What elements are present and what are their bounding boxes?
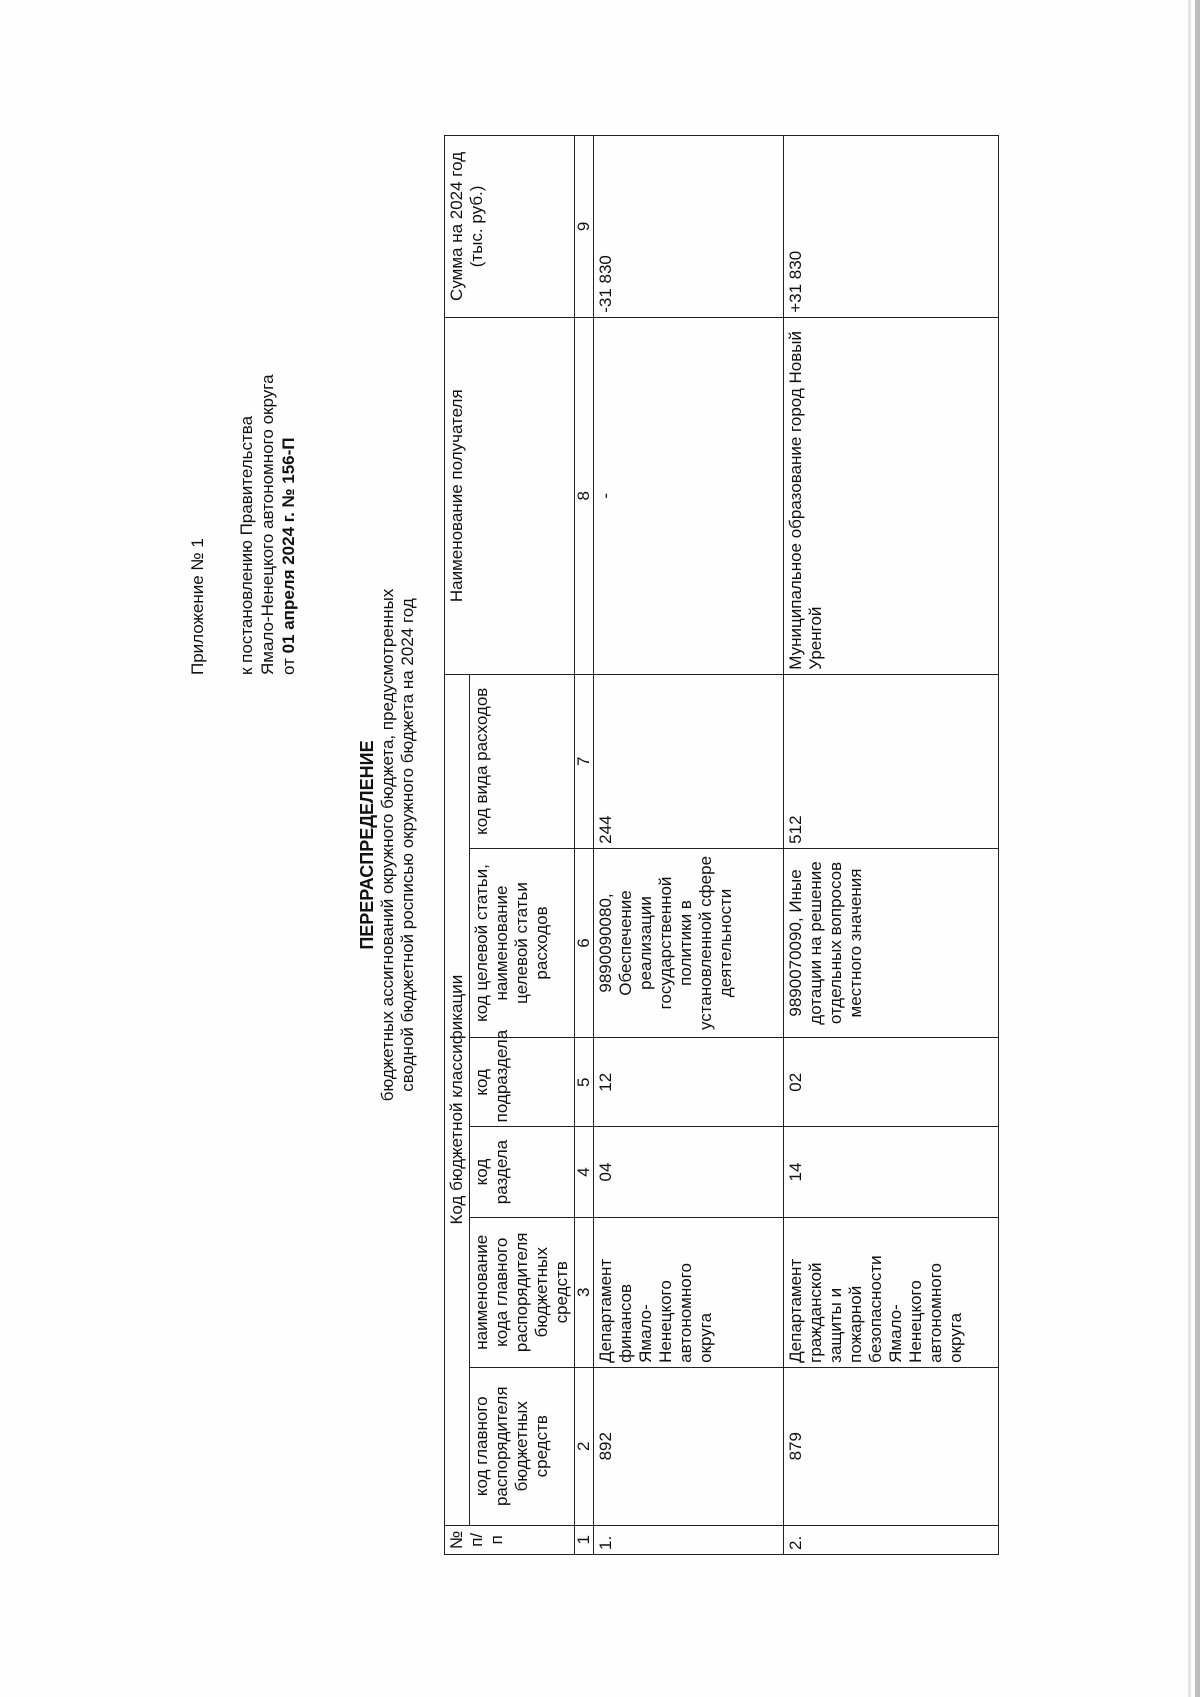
header-amount: Сумма на 2024 год (тыс. руб.) bbox=[445, 136, 575, 318]
document-subtitle-line-1: бюджетных ассигнований окружного бюджета, предусмотренных bbox=[378, 588, 397, 1102]
column-number: 7 bbox=[575, 674, 594, 848]
scan-edge bbox=[1195, 0, 1200, 1697]
document-title: ПЕРЕРАСПРЕДЕЛЕНИЕ bbox=[357, 740, 377, 950]
header-gr-name: наименование кода главного распорядителя бюджетных средств bbox=[470, 1217, 575, 1367]
column-number: 1 bbox=[575, 1525, 594, 1554]
header-target: код целевой статьи, наименование целевой статьи расходов bbox=[470, 848, 575, 1037]
reference-line-2: Ямало-Ненецкого автономного округа bbox=[258, 374, 277, 675]
header-budget-classification: Код бюджетной классификации bbox=[445, 674, 470, 1525]
row-section: 04 bbox=[594, 1127, 784, 1217]
row-num: 2. bbox=[784, 1525, 999, 1554]
table-row bbox=[784, 136, 999, 1555]
row-gr-name: Департамент финансов Ямало-Ненецкого автономного округа bbox=[594, 1217, 784, 1367]
row-target: 9890070090, Иные дотации на решение отдельных вопросов местного значения bbox=[784, 848, 999, 1037]
appendix-label: Приложение № 1 bbox=[188, 538, 207, 675]
column-number: 4 bbox=[575, 1127, 594, 1217]
table-row bbox=[594, 136, 784, 1555]
page-edge-shadow bbox=[1188, 0, 1191, 1697]
row-subsection: 02 bbox=[784, 1038, 999, 1127]
column-number: 8 bbox=[575, 317, 594, 674]
column-number: 2 bbox=[575, 1367, 594, 1525]
row-amount: -31 830 bbox=[594, 136, 784, 318]
header-recipient: Наименование получателя bbox=[445, 317, 575, 674]
header-num: № п/п bbox=[445, 1525, 575, 1554]
row-section: 14 bbox=[784, 1127, 999, 1217]
row-target: 9890090080, Обеспечение реализации государственной политики в установленной сфере деятельности bbox=[594, 848, 784, 1037]
document-subtitle-line-2: сводной бюджетной росписью окружного бюджета на 2024 год bbox=[398, 598, 417, 1092]
title-block bbox=[356, 135, 418, 1555]
redistribution-table bbox=[444, 135, 999, 1555]
row-recipient: Муниципальное образование город Новый Уренгой bbox=[784, 317, 999, 674]
row-gr-code: 879 bbox=[784, 1367, 999, 1525]
row-num: 1. bbox=[594, 1525, 784, 1554]
row-gr-code: 892 bbox=[594, 1367, 784, 1525]
reference-line-3 bbox=[278, 374, 299, 675]
column-number: 3 bbox=[575, 1217, 594, 1367]
column-number: 6 bbox=[575, 848, 594, 1037]
document-header bbox=[188, 135, 433, 1555]
row-recipient: - bbox=[594, 317, 784, 674]
column-number: 9 bbox=[575, 136, 594, 318]
reference-date-number: 01 апреля 2024 г. № 156-П bbox=[279, 437, 298, 654]
column-number-row bbox=[575, 136, 594, 1555]
header-section: код раздела bbox=[470, 1127, 575, 1217]
reference-date-prefix: от bbox=[279, 653, 298, 675]
row-subsection: 12 bbox=[594, 1038, 784, 1127]
row-amount: +31 830 bbox=[784, 136, 999, 318]
row-exp-type: 512 bbox=[784, 674, 999, 848]
appendix-reference bbox=[236, 374, 299, 675]
reference-line-1: к постановлению Правительства bbox=[237, 415, 256, 675]
header-gr-code: код главного распорядителя бюджетных средств bbox=[470, 1367, 575, 1525]
header-row-group bbox=[445, 136, 470, 1555]
row-gr-name: Департамент гражданской защиты и пожарной безопасности Ямало-Ненецкого автономного округа bbox=[784, 1217, 999, 1367]
column-number: 5 bbox=[575, 1038, 594, 1127]
header-subsection: код подраздела bbox=[470, 1038, 575, 1127]
row-exp-type: 244 bbox=[594, 674, 784, 848]
header-exp-type: код вида расходов bbox=[470, 674, 575, 848]
rotated-page bbox=[188, 135, 1048, 1555]
